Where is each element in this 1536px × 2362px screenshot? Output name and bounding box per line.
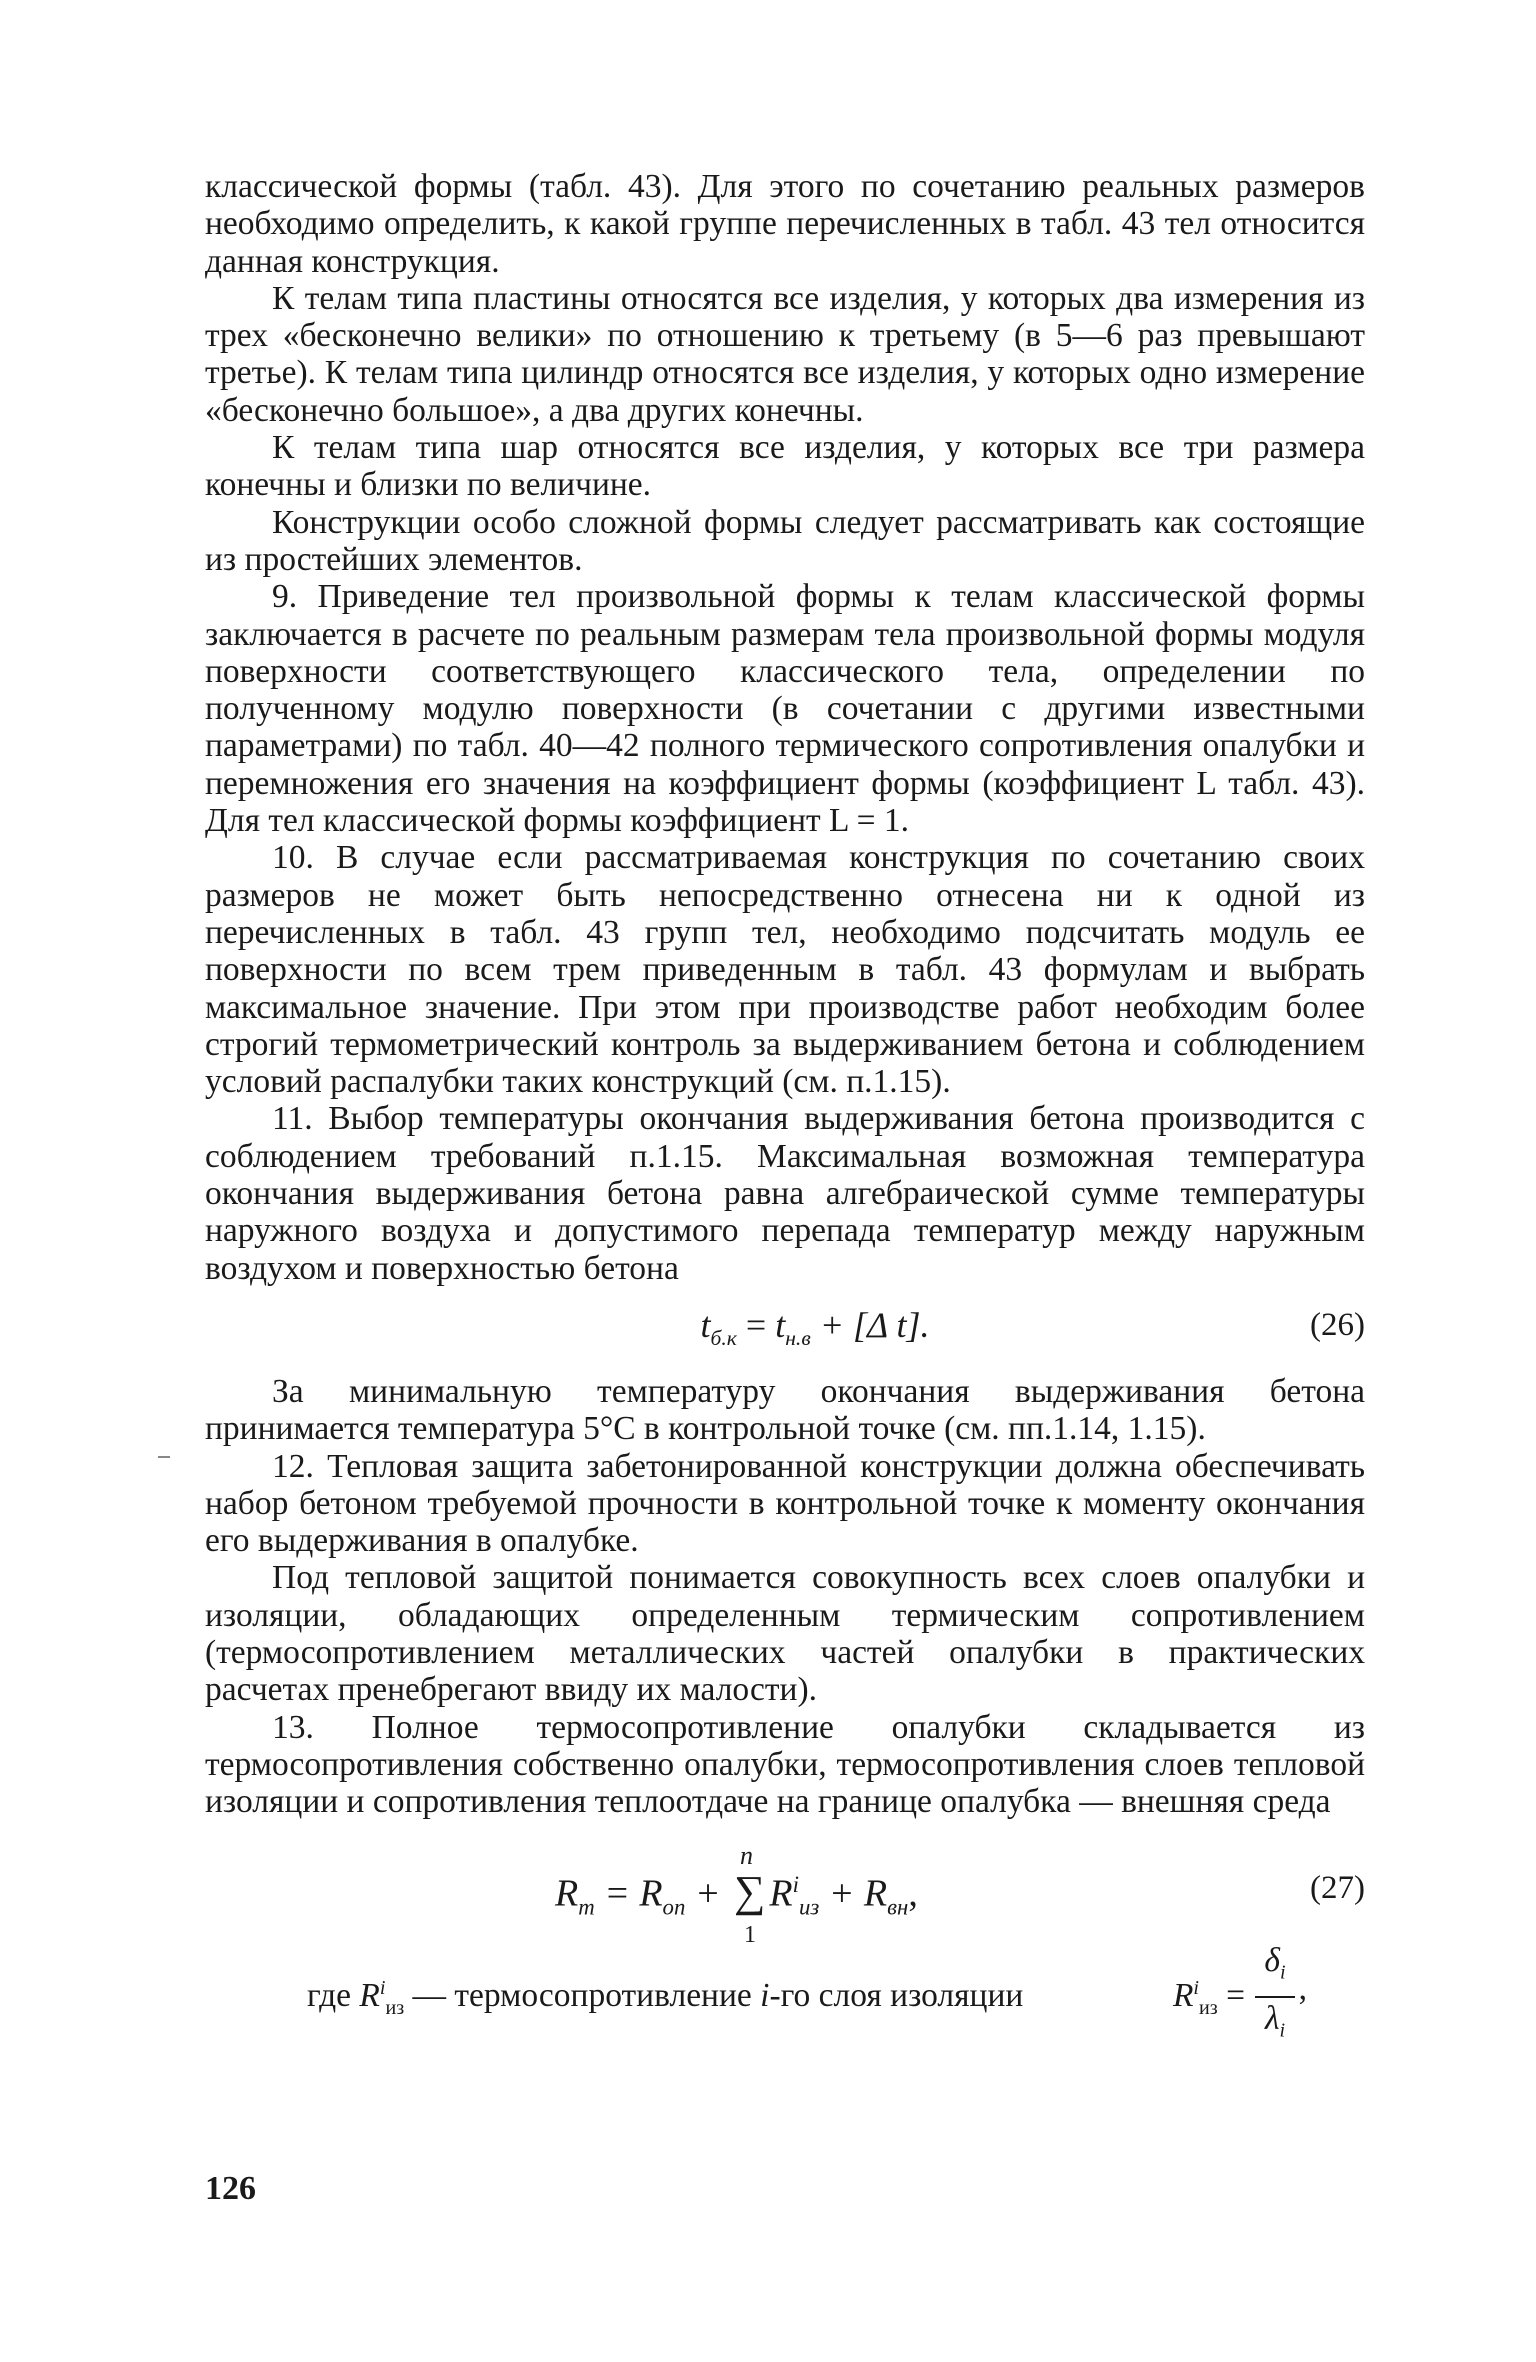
paragraph-2: К телам типа пластины относятся все изделия, у которых два измерения из трех «бесконечно велики» по отношению к третьему (в 5—6 раз превышают третье). К телам типа цилиндр относятся все изделия, у которых одно измерение «бесконечно большое», а два других конечны. xyxy=(205,279,1365,429)
paragraph-4: Конструкции особо сложной формы следует рассматривать как состоящие из простейших элементов. xyxy=(205,503,1365,578)
text-column xyxy=(205,168,1365,2042)
page-number: 126 xyxy=(205,2170,256,2207)
formula-26-expression: $t_{б.к} = t_{н.в} + [\Delta$ t]. xyxy=(700,1304,930,1351)
where-trailing-comma: , xyxy=(1298,1970,1307,2008)
margin-mark xyxy=(158,1456,170,1458)
formula-27-expression: $R_т = R_{оп}$ + n ∑ 1 $R^i_{из} + R_{вн}$, xyxy=(555,1841,918,1949)
paragraph-item-10: 10. В случае если рассматриваемая конструкция по сочетанию своих размеров не может быть непосредственно отнесена ни к одной из перечисленных в табл. 43 групп тел, необходимо подсчитать модуль ее поверхности по всем трем приведенным в табл. 43 формулам и выбрать максимальное значение. При этом при производстве работ необходим более строгий термометрический контроль за выдерживанием бетона и соблюдением условий распалубки таких конструкций (см. п.1.15). xyxy=(205,839,1365,1101)
sum-symbol: n ∑ 1 xyxy=(734,1841,766,1949)
formula-27 xyxy=(205,1826,1365,1949)
paragraph-item-11: 11. Выбор температуры окончания выдерживания бетона производится с соблюдением требований п.1.15. Максимальная возможная температура окончания выдерживания бетона равна алгебраической сумме температуры наружного воздуха и допустимого перепада температур между наружным воздухом и поверхностью бетона xyxy=(205,1100,1365,1287)
paragraph-item-13: 13. Полное термосопротивление опалубки складывается из термосопротивления собственно опалубки, термосопротивления слоев тепловой изоляции и сопротивления теплоотдаче на границе опалубка — внешняя среда xyxy=(205,1708,1365,1821)
paragraph-1: классической формы (табл. 43). Для этого по сочетанию реальных размеров необходимо определить, к какой группе перечисленных в табл. 43 тел относится данная конструкция. xyxy=(205,168,1365,280)
where-line xyxy=(205,1942,1365,2043)
delta-over-lambda-fraction: $\frac{\delta_i}{\lambda_i}$ xyxy=(1255,1942,1295,2050)
paragraph-3: К телам типа шар относятся все изделия, у которых все три размера конечны и близки по величине. xyxy=(205,429,1365,504)
where-rhs: $R^i_{из}$ = xyxy=(1172,1977,1245,2020)
formula-26 xyxy=(205,1293,1365,1359)
paragraph-thermal-protection: Под тепловой защитой понимается совокупность всех слоев опалубки и изоляции, обладающих определенным термическим сопротивлением (термосопротивлением металлических частей опалубки в практических расчетах пренебрегают ввиду их малости). xyxy=(205,1559,1365,1709)
paragraph-item-12: 12. Тепловая защита забетонированной конструкции должна обеспечивать набор бетоном требуемой прочности в контрольной точке к моменту окончания его выдерживания в опалубке. xyxy=(205,1447,1365,1560)
paragraph-min-temp: За минимальную температуру окончания выдерживания бетона принимается температура 5°С в контрольной точке (см. пп.1.14, 1.15). xyxy=(205,1372,1365,1448)
formula-26-number: (26) xyxy=(1310,1306,1365,1343)
paragraph-item-9: 9. Приведение тел произвольной формы к телам классической формы заключается в расчете по реальным размерам тела произвольной формы модуля поверхности соответствующего классического тела, определении по полученному модулю поверхности (в сочетании с другими известными параметрами) по табл. 40—42 полного термического сопротивления опалубки и перемножения его значения на коэффициент формы (коэффициент L табл. 43). Для тел классической формы коэффициент L = 1. xyxy=(205,578,1365,840)
where-definition: где $R^i_{из}$ — термосопротивление i-го слоя изоляции xyxy=(307,1977,1024,2020)
formula-27-number: (27) xyxy=(1310,1870,1365,1907)
